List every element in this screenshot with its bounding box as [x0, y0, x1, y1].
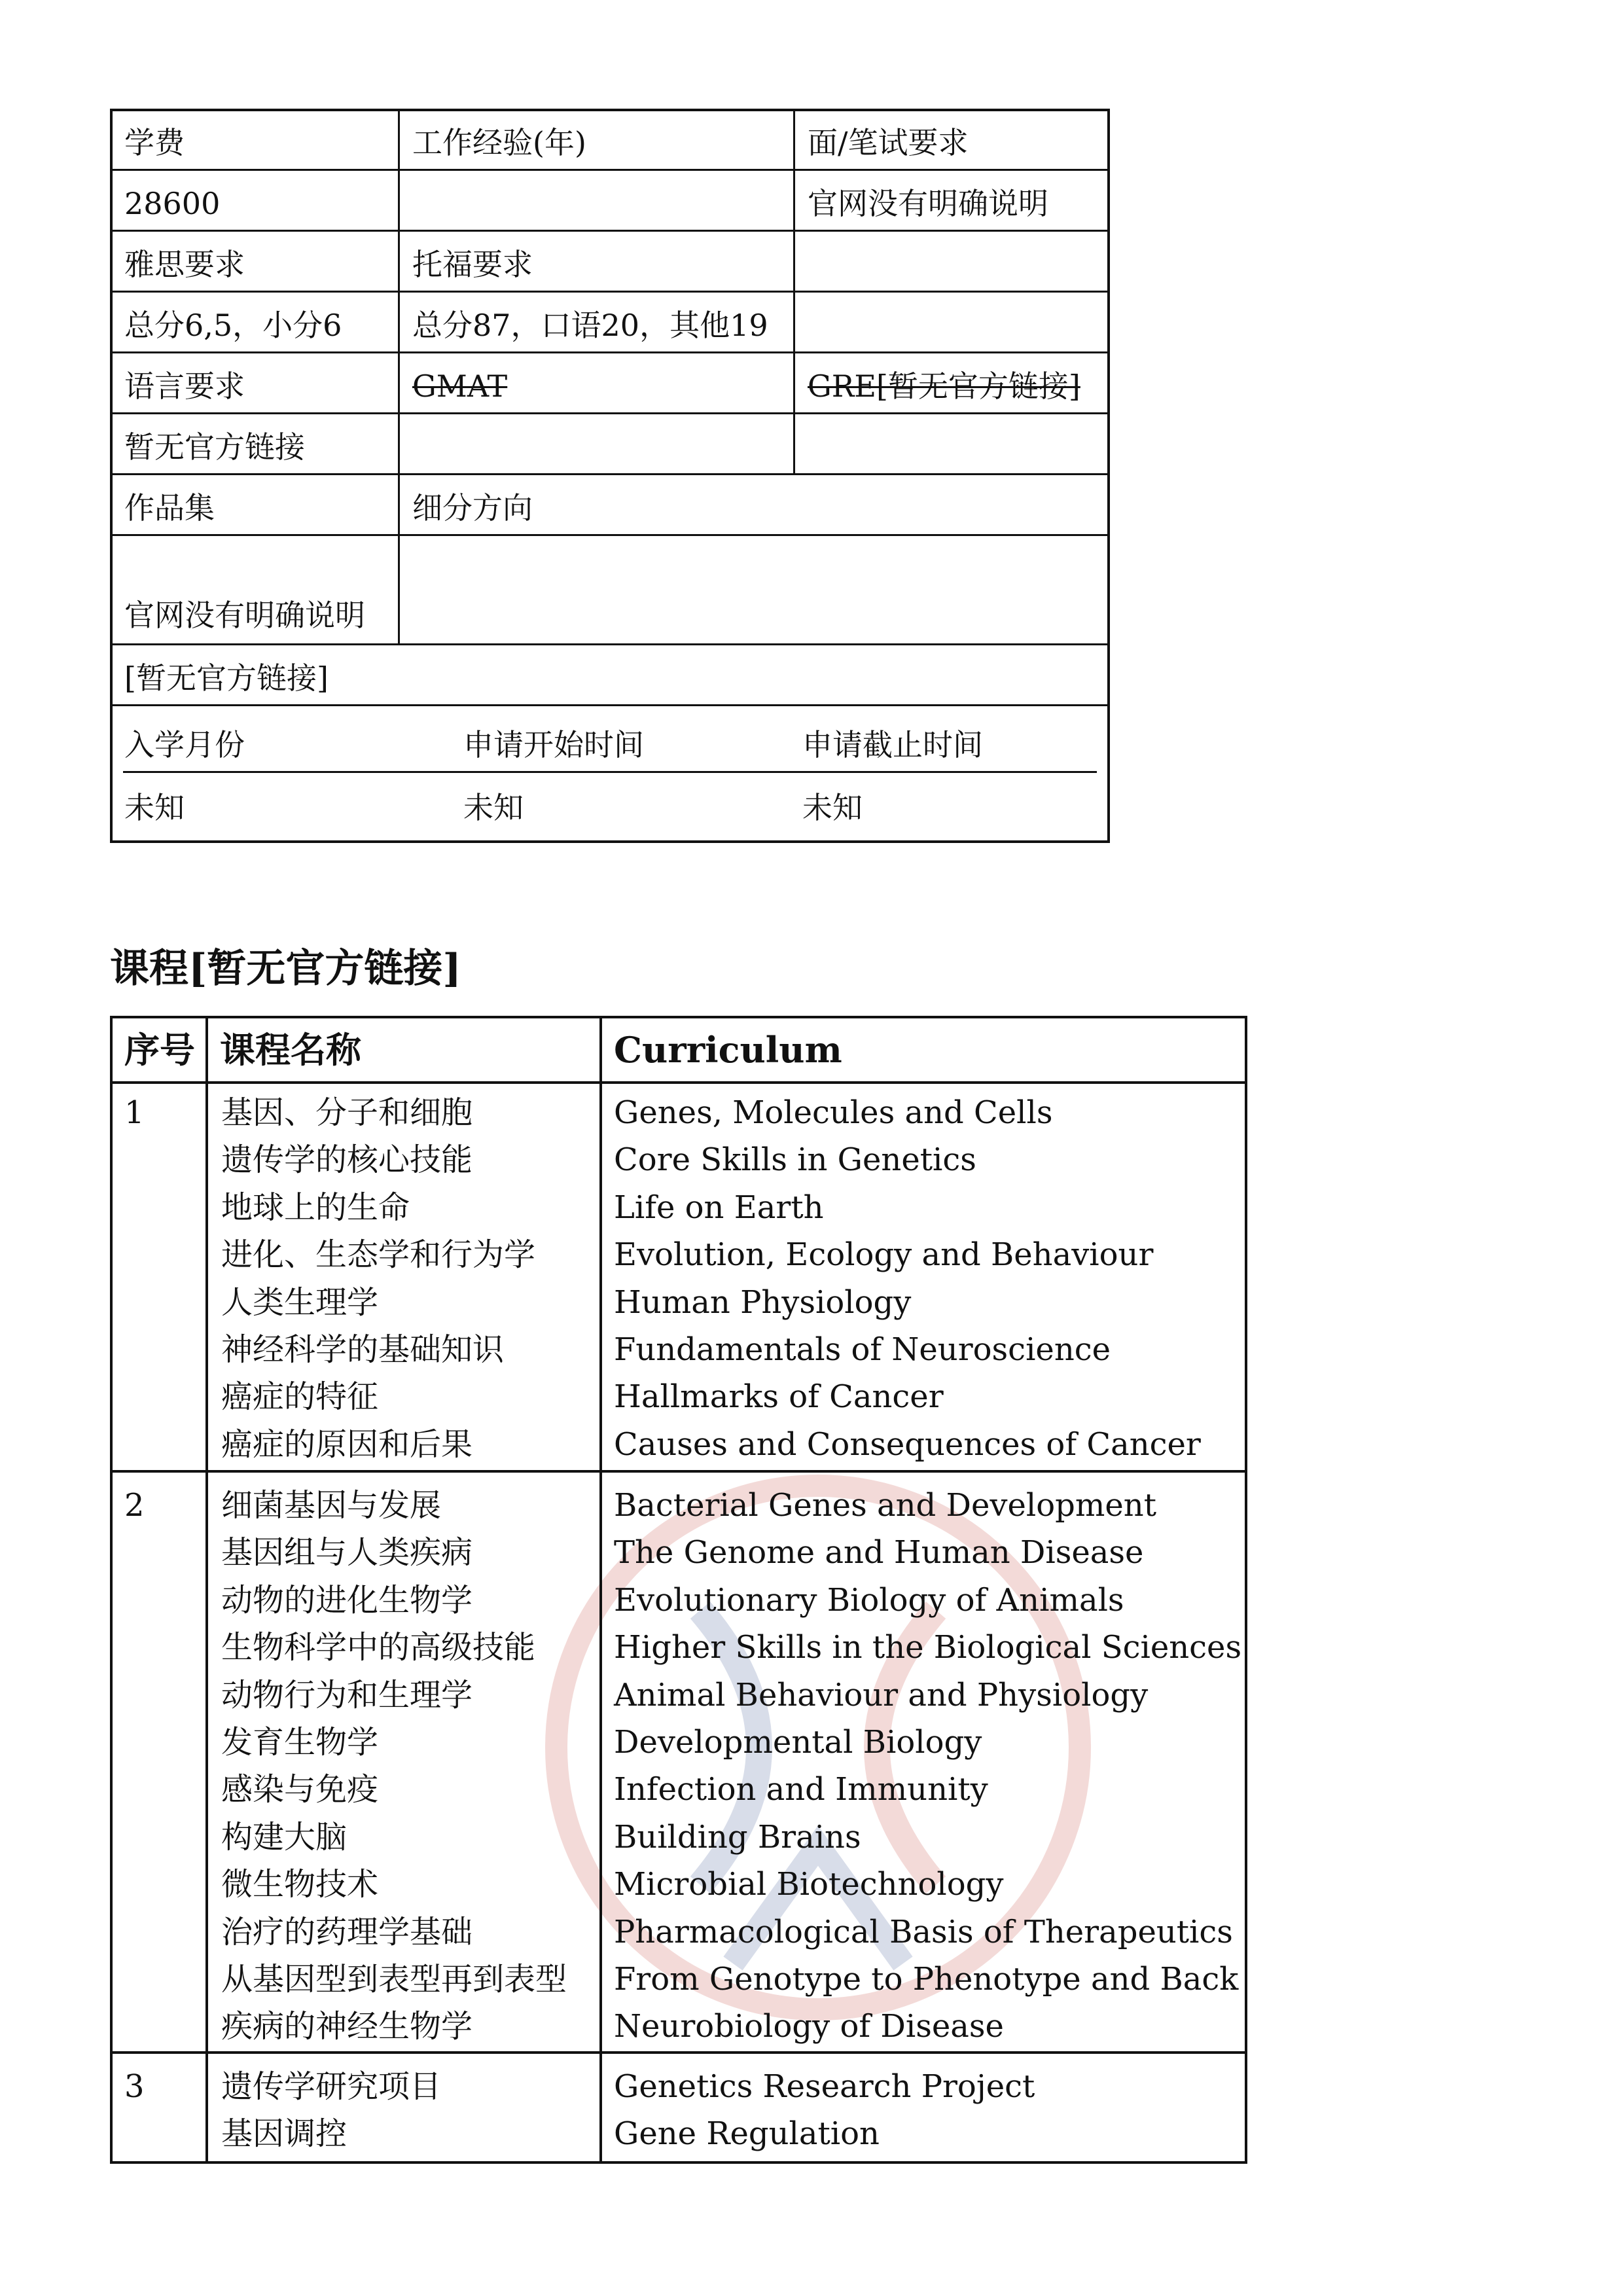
- gmat-label: GMAT: [412, 368, 508, 404]
- application-start-label: 申请开始时间: [463, 727, 644, 762]
- row-1-curriculum: Genes, Molecules and Cells Core Skills in Genetics Life on Earth Evolution, Ecology and Behaviour Human Physiology Fundamentals of Neuroscience Hallmarks of Cancer Causes and Consequences of Cancer: [614, 1094, 1201, 1463]
- row-2-course-names: 细菌基因与发展 基因组与人类疾病 动物的进化生物学 生物科学中的高级技能 动物行为和生理学 发育生物学 感染与免疫 构建大脑 微生物技术 治疗的药理学基础 从基因型到表型再到表型 疾病的神经生物学: [221, 1487, 567, 2045]
- gre-label: GRE[暂无官方链接]: [808, 368, 1080, 404]
- header-curriculum: Curriculum: [614, 1029, 842, 1071]
- toefl-label: 托福要求: [412, 247, 533, 282]
- intake-month-label: 入学月份: [124, 727, 245, 762]
- portfolio-value: 官网没有明确说明: [124, 598, 365, 633]
- row-2-curriculum: Bacterial Genes and Development The Genome and Human Disease Evolutionary Biology of Animals Higher Skills in the Biological Sciences Animal Behaviour and Physiology Developmental Biology Infection and Immunity Building Brains Microbial Biotechnology Pharmacological Basis of Therapeutics From Genotype to Phenotype and Back Neurobiology of Disease: [614, 1487, 1242, 2045]
- official-link-note: [暂无官方链接]: [124, 660, 329, 696]
- row-3-number: 3: [124, 2068, 145, 2105]
- fee-value: 28600: [124, 186, 221, 221]
- application-deadline-value: 未知: [802, 790, 863, 825]
- language-requirement-label: 语言要求: [124, 368, 245, 404]
- language-requirement-value: 暂无官方链接: [124, 429, 305, 465]
- intake-month-value: 未知: [124, 790, 185, 825]
- interview-requirement-value: 官网没有明确说明: [808, 186, 1048, 221]
- fee-label: 学费: [124, 125, 185, 160]
- course-section-title: 课程[暂无官方链接]: [110, 946, 461, 992]
- ielts-value: 总分6,5，小分6: [124, 308, 342, 343]
- header-no: 序号: [124, 1029, 195, 1071]
- ielts-label: 雅思要求: [124, 247, 245, 282]
- interview-requirement-label: 面/笔试要求: [808, 125, 969, 160]
- row-3-course-names: 遗传学研究项目 基因调控: [221, 2068, 442, 2153]
- toefl-value: 总分87，口语20，其他19: [412, 308, 768, 343]
- application-start-value: 未知: [463, 790, 524, 825]
- application-deadline-label: 申请截止时间: [802, 727, 983, 762]
- direction-label: 细分方向: [412, 490, 533, 526]
- row-1-course-names: 基因、分子和细胞 遗传学的核心技能 地球上的生命 进化、生态学和行为学 人类生理学 神经科学的基础知识 癌症的特征 癌症的原因和后果: [221, 1094, 536, 1463]
- row-3-curriculum: Genetics Research Project Gene Regulation: [614, 2068, 1035, 2153]
- work-experience-label: 工作经验(年): [412, 125, 586, 160]
- row-2-number: 2: [124, 1487, 145, 1524]
- portfolio-label: 作品集: [124, 490, 215, 526]
- header-course-name: 课程名称: [220, 1029, 361, 1071]
- row-1-number: 1: [124, 1094, 145, 1131]
